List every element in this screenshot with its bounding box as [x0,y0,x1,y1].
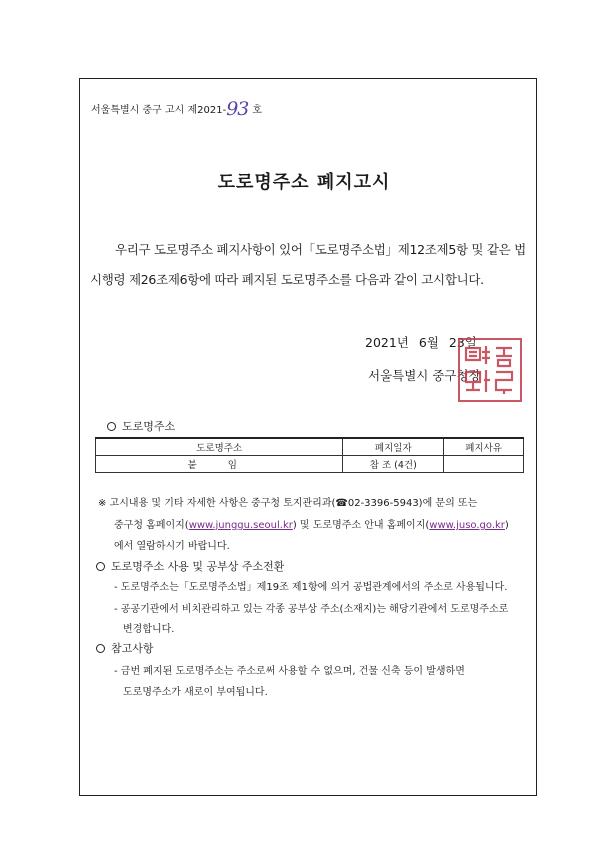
table-header: 폐지일자 [343,438,444,456]
body-line-2: 시행령 제26조제6항에 따라 폐지된 도로명주소를 다음과 같이 고시합니다. [90,272,484,287]
table-header: 폐지사유 [444,438,524,456]
table-cell: 붙 임 [96,456,343,473]
usage-item-1: - 도로명주소는「도로명주소법」제19조 제1항에 의거 공법관계에서의 주소로 사용됩니다. [114,582,508,593]
notice-number [91,96,262,118]
circle-bullet-icon [96,562,105,571]
table-cell [444,456,524,473]
document-title: 도로명주소 폐지고시 [217,172,391,193]
note-text: ) 및 도로명주소 안내 홈페이지( [292,520,430,531]
junggu-homepage-link[interactable]: www.junggu.seoul.kr [188,520,293,531]
section2-heading: 도로명주소 사용 및 공부상 주소전환 [111,560,285,573]
handwritten-number: 93 [226,98,249,120]
body-line-1: 우리구 도로명주소 폐지사항이 있어「도로명주소법」제12조제5항 및 같은 법 [115,242,526,257]
usage-item-2: - 공공기관에서 비치관리하고 있는 각종 공부상 주소(소재지)는 해당기관에서 도로명주소로 [114,604,509,615]
usage-item-2-cont: 변경합니다. [123,624,175,635]
notice-number-suffix: 호 [252,105,263,116]
road-address-table [95,437,524,473]
table-header-row [96,438,524,456]
table-row [96,456,524,473]
circle-bullet-icon [96,644,105,653]
table-header: 도로명주소 [96,438,343,456]
note-text: 중구청 홈페이지( [114,520,189,531]
reference-item-1-cont: 도로명주소가 새로이 부여됩니다. [123,687,268,698]
note-line-2 [114,516,509,531]
section-usage [96,558,284,574]
notice-number-prefix: 서울특별시 중구 고시 제2021- [91,105,227,116]
section-reference [96,640,154,656]
juso-homepage-link[interactable]: www.juso.go.kr [429,520,505,531]
note-line-3: 에서 열람하시기 바랍니다. [114,541,230,552]
table-cell: 참 조 (4건) [343,456,444,473]
circle-bullet-icon [107,422,116,431]
official-seal-icon [458,338,522,402]
note-text: ) [504,520,509,531]
reference-item-1: - 금번 폐지된 도로명주소는 주소로써 사용할 수 없으며, 건물 신축 등이 발생하면 [114,666,465,677]
notice-date: 2021년 6월 23일 [365,335,477,350]
section3-heading: 참고사항 [111,642,154,655]
issuer: 서울특별시 중구청장 [368,368,481,383]
note-line-1: ※ 고시내용 및 기타 자세한 사항은 중구청 토지관리과(☎02-3396-5943)에 문의 또는 [98,498,478,509]
section-road-address [107,418,175,434]
section1-heading: 도로명주소 [122,420,176,433]
